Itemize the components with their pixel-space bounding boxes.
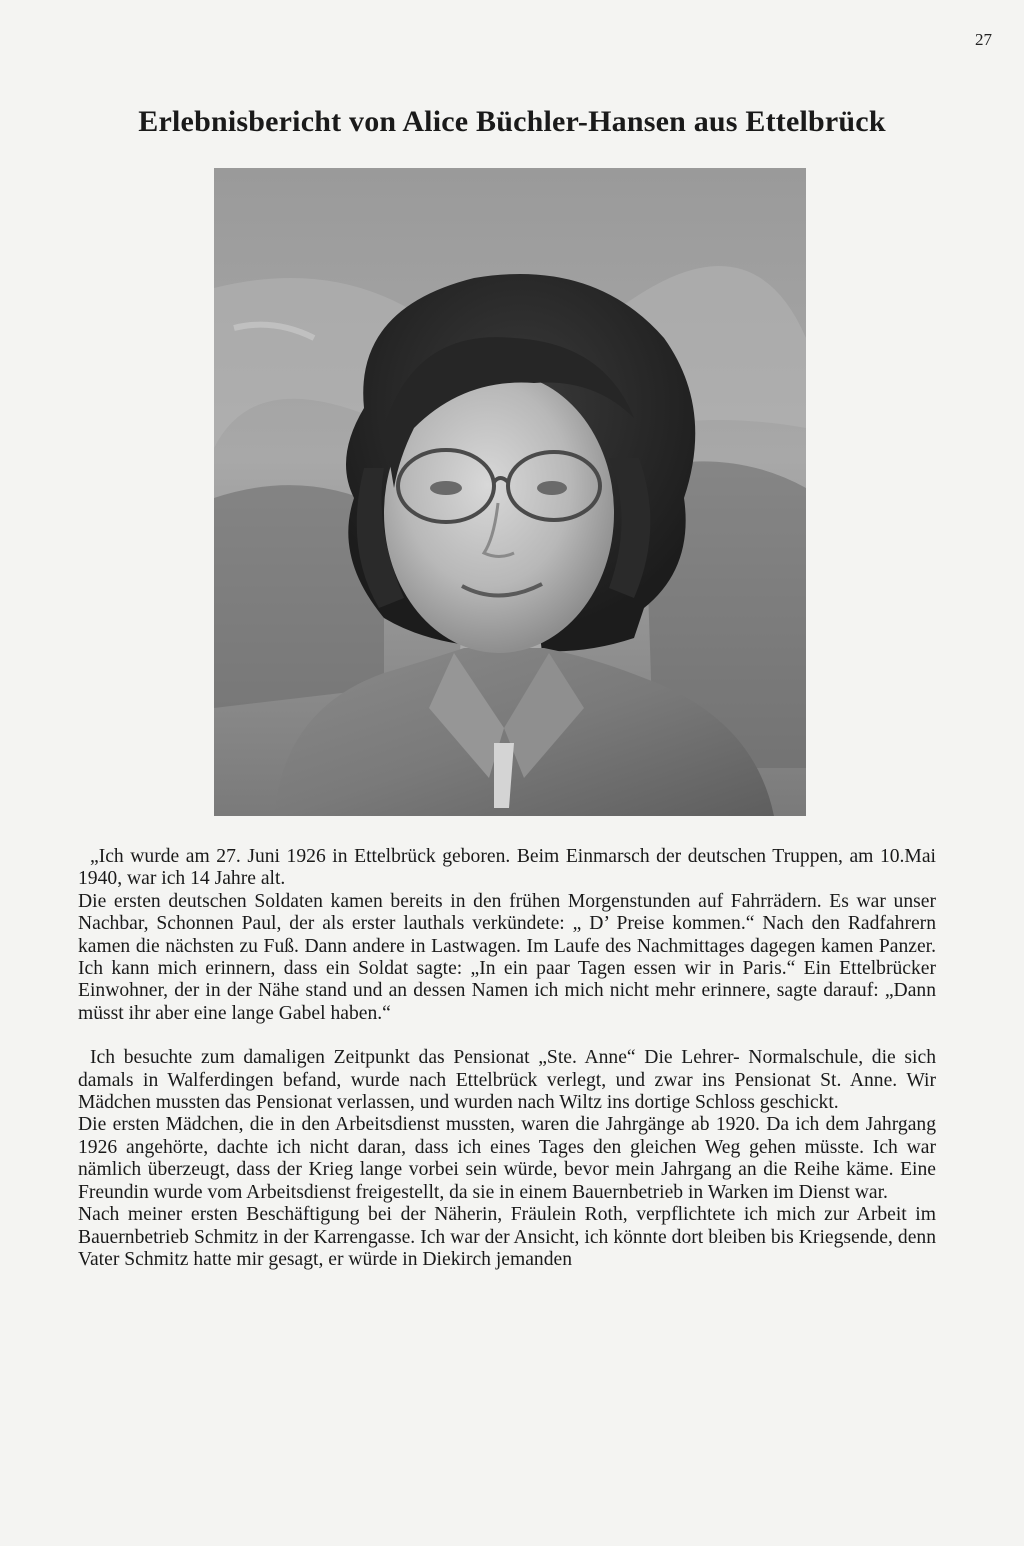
paragraph: „Ich wurde am 27. Juni 1926 in Ettelbrück geboren. Beim Einmarsch der deutschen Truppen, am 10.Mai 1940, war ich 14 Jahre alt. [78,846,936,890]
page-title: Erlebnisbericht von Alice Büchler-Hansen aus Ettelbrück [138,105,886,138]
paragraph: Nach meiner ersten Beschäftigung bei der Näherin, Fräulein Roth, verpflichtete ich mich zur Arbeit im Bauernbetrieb Schmitz in der Karrengasse. Ich war der Ansicht, ich könnte dort bleiben bis Kriegsende, denn Vater Schmitz hatte mir gesagt, er würde in Diekirch jemanden [78,1204,936,1270]
paragraph: Ich besuchte zum damaligen Zeitpunkt das Pensionat „Ste. Anne“ Die Lehrer- Normalschule, die sich damals in Walferdingen befand, wurde nach Ettelbrück verlegt, und zwar ins Pensionat St. Anne. Wir Mädchen mussten das Pensionat verlassen, und wurden nach Wiltz ins dortige Schloss geschickt. [78,1047,936,1114]
page-number: 27 [975,30,992,49]
body-text [78,846,936,1271]
paragraph: Die ersten Mädchen, die in den Arbeitsdienst mussten, waren die Jahrgänge ab 1920. Da ich dem Jahrgang 1926 angehörte, dachte ich nicht daran, dass ich eines Tages den gleichen Weg gehen müsste. Ich war nämlich überzeugt, dass der Krieg lange vorbei sein würde, bevor mein Jahrgang an die Reihe käme. Eine Freundin wurde vom Arbeitsdienst freigestellt, da sie in einem Bauernbetrieb in Warken im Dienst war. [78,1114,936,1203]
portrait-photo [214,168,806,816]
paragraph: Die ersten deutschen Soldaten kamen bereits in den frühen Morgenstunden auf Fahrrädern. Es war unser Nachbar, Schonnen Paul, der als erster lauthals verkündete: „ D’ Preise kommen.“ Nach den Radfahrern kamen die nächsten zu Fuß. Dann andere in Lastwagen. Im Laufe des Nachmittages dagegen kamen Panzer. Ich kann mich erinnern, dass ein Soldat sagte: „In ein paar Tagen essen wir in Paris.“ Ein Ettelbrücker Einwohner, der in der Nähe stand und an dessen Namen ich mich nicht mehr erinnere, sagte darauf: „Dann müsst ihr aber eine lange Gabel haben.“ [78,890,936,1024]
